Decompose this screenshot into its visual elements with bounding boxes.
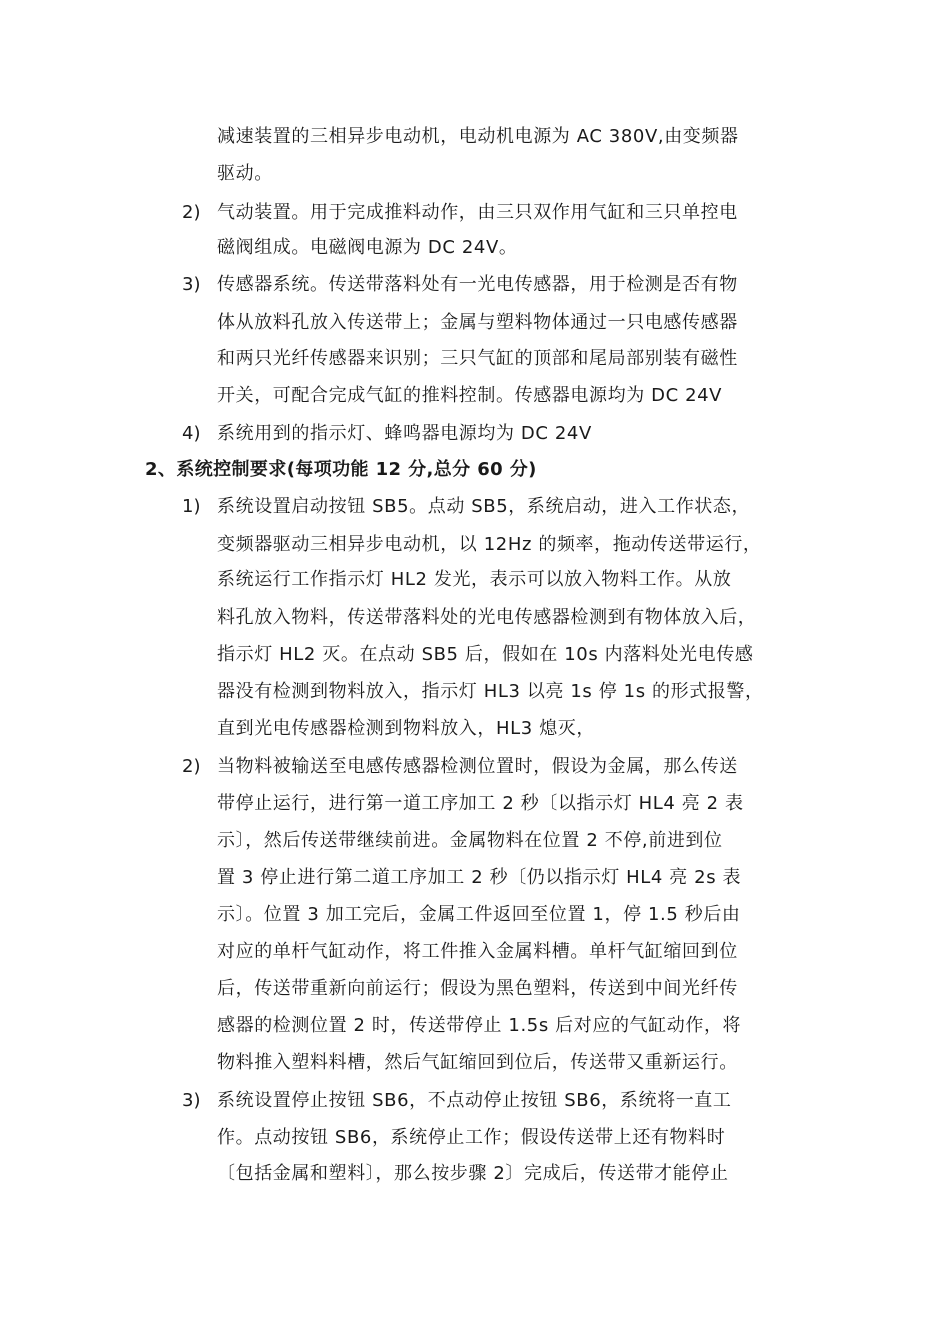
paragraph-line: 示〕，然后传送带继续前进。金属物料在位置 2 不停,前进到位 xyxy=(217,830,723,851)
paragraph-line: 料孔放入物料，传送带落料处的光电传感器检测到有物体放入后， xyxy=(217,607,757,628)
list-number: 4) xyxy=(182,423,201,444)
paragraph-line: 当物料被输送至电感传感器检测位置时，假设为金属，那么传送 xyxy=(217,756,738,777)
paragraph-line: 置 3 停止进行第二道工序加工 2 秒〔仍以指示灯 HL4 亮 2s 表 xyxy=(217,867,742,888)
paragraph-line: 后，传送带重新向前运行；假设为黑色塑料，传送到中间光纤传 xyxy=(217,978,738,999)
paragraph-line: 系统设置启动按钮 SB5。点动 SB5，系统启动，进入工作状态， xyxy=(217,496,751,517)
paragraph-line: 减速装置的三相异步电动机，电动机电源为 AC 380V,由变频器 xyxy=(217,126,739,147)
paragraph-line: 磁阀组成。电磁阀电源为 DC 24V。 xyxy=(217,237,518,258)
paragraph-line: 变频器驱动三相异步电动机，以 12Hz 的频率，拖动传送带运行， xyxy=(217,534,762,555)
paragraph-line: 带停止运行，进行第一道工序加工 2 秒〔以指示灯 HL4 亮 2 表 xyxy=(217,793,744,814)
paragraph-line: 感器的检测位置 2 时，传送带停止 1.5s 后对应的气缸动作，将 xyxy=(217,1015,742,1036)
paragraph-line: 传感器系统。传送带落料处有一光电传感器，用于检测是否有物 xyxy=(217,274,738,295)
paragraph-line: 系统用到的指示灯、蜂鸣器电源均为 DC 24V xyxy=(217,423,592,444)
paragraph-line: 直到光电传感器检测到物料放入，HL3 熄灭， xyxy=(217,718,595,739)
list-number: 3) xyxy=(182,1090,201,1111)
paragraph-line: 作。点动按钮 SB6，系统停止工作；假设传送带上还有物料时 xyxy=(217,1127,726,1148)
paragraph-line: 气动装置。用于完成推料动作，由三只双作用气缸和三只单控电 xyxy=(217,202,738,223)
list-number: 2) xyxy=(182,756,201,777)
paragraph-line: 示〕。位置 3 加工完后，金属工件返回至位置 1，停 1.5 秒后由 xyxy=(217,904,741,925)
list-number: 1) xyxy=(182,496,201,517)
section-heading: 2、系统控制要求(每项功能 12 分,总分 60 分) xyxy=(145,459,537,480)
paragraph-line: 体从放料孔放入传送带上；金属与塑料物体通过一只电感传感器 xyxy=(217,312,738,333)
paragraph-line: 系统设置停止按钮 SB6，不点动停止按钮 SB6，系统将一直工 xyxy=(217,1090,732,1111)
paragraph-line: 器没有检测到物料放入，指示灯 HL3 以亮 1s 停 1s 的形式报警， xyxy=(217,681,764,702)
paragraph-line: 和两只光纤传感器来识别；三只气缸的顶部和尾局部别装有磁性 xyxy=(217,348,738,369)
paragraph-line: 指示灯 HL2 灭。在点动 SB5 后，假如在 10s 内落料处光电传感 xyxy=(217,644,754,665)
list-number: 3) xyxy=(182,274,201,295)
paragraph-line: 物料推入塑料料槽，然后气缸缩回到位后，传送带又重新运行。 xyxy=(217,1052,738,1073)
paragraph-line: 开关，可配合完成气缸的推料控制。传感器电源均为 DC 24V xyxy=(217,385,723,406)
paragraph-line: 对应的单杆气缸动作，将工件推入金属料槽。单杆气缸缩回到位 xyxy=(217,941,738,962)
paragraph-line: 〔包括金属和塑料〕，那么按步骤 2〕完成后，传送带才能停止 xyxy=(217,1163,729,1184)
list-number: 2) xyxy=(182,202,201,223)
paragraph-line: 驱动。 xyxy=(217,163,273,184)
paragraph-line: 系统运行工作指示灯 HL2 发光，表示可以放入物料工作。从放 xyxy=(217,569,732,590)
